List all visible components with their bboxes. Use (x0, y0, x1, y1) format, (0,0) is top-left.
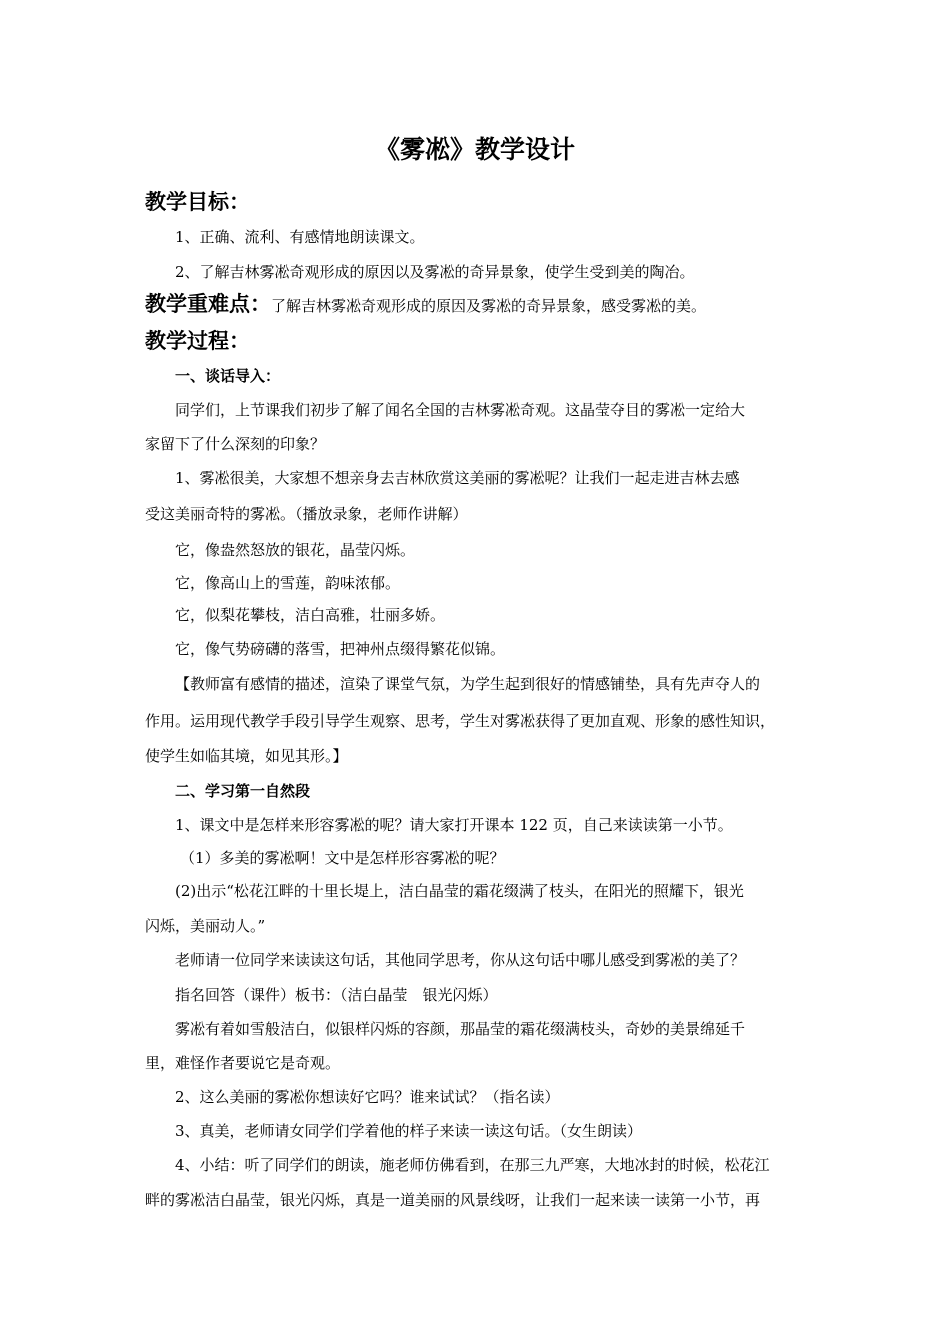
paragraph-line: 雾凇有着如雪般洁白，似银样闪烁的容颜，那晶莹的霜花缀满枝头，奇妙的美景绵延千 (175, 1020, 746, 1038)
paragraph-line: 3、真美，老师请女同学们学着他的样子来读一读这句话。（女生朗读） (175, 1122, 643, 1140)
verse-line: 它，像盎然怒放的银花，晶莹闪烁。 (175, 541, 416, 559)
paragraph-line: 1、课文中是怎样来形容雾凇的呢？请大家打开课本 122 页，自己来读读第一小节。 (175, 816, 733, 834)
paragraph-line: 2、这么美丽的雾凇你想读好它吗？谁来试试？（指名读） (175, 1088, 560, 1106)
paragraph-line: （1）多美的雾凇啊！文中是怎样形容雾凇的呢？ (180, 849, 505, 867)
paragraph-line: 1、雾凇很美，大家想不想亲身去吉林欣赏这美丽的雾凇呢？让我们一起走进吉林去感 (175, 469, 740, 487)
key-points-text: 了解吉林雾凇奇观形成的原因及雾凇的奇异景象，感受雾凇的美。 (271, 297, 707, 315)
paragraph-line: 老师请一位同学来读读这句话，其他同学思考，你从这句话中哪儿感受到雾凇的美了？ (175, 951, 746, 969)
paragraph-line: 里，难怪作者要说它是奇观。 (145, 1054, 341, 1072)
verse-line: 它，似梨花攀枝，洁白高雅，壮丽多娇。 (175, 606, 446, 624)
paragraph-line: 4、小结：听了同学们的朗读，施老师仿佛看到，在那三九严寒，大地冰封的时候，松花江 (175, 1156, 770, 1174)
comment-line: 使学生如临其境，如见其形。】 (145, 747, 348, 765)
paragraph-line: 家留下了什么深刻的印象？ (145, 435, 326, 453)
paragraph-line: 指名回答（课件）板书：（洁白晶莹 银光闪烁） (175, 986, 498, 1004)
objective-item: 2、了解吉林雾凇奇观形成的原因以及雾凇的奇异景象，使学生受到美的陶冶。 (175, 263, 695, 281)
paragraph-line: 受这美丽奇特的雾凇。（播放录象，老师作讲解） (145, 505, 468, 523)
section-title: 二、学习第一自然段 (175, 782, 311, 800)
paragraph-line: 同学们，上节课我们初步了解了闻名全国的吉林雾凇奇观。这晶莹夺目的雾凇一定给大 (175, 401, 746, 419)
paragraph-line: (2)出示“松花江畔的十里长堤上，洁白晶莹的霜花缀满了枝头，在阳光的照耀下，银光 (175, 882, 744, 900)
document-title: 《雾凇》教学设计 (374, 135, 575, 164)
objectives-heading: 教学目标： (145, 189, 250, 214)
paragraph-line: 闪烁，美丽动人。” (145, 917, 266, 935)
section-title: 一、谈话导入： (175, 367, 281, 385)
comment-line: 【教师富有感情的描述，渲染了课堂气氛，为学生起到很好的情感铺垫，具有先声夺人的 (175, 675, 761, 693)
paragraph-line: 畔的雾凇洁白晶莹，银光闪烁，真是一道美丽的风景线呀，让我们一起来读一读第一小节，再 (145, 1191, 761, 1209)
key-points-row (145, 289, 706, 321)
key-points-heading: 教学重难点： (145, 291, 271, 316)
verse-line: 它，像高山上的雪莲，韵味浓郁。 (175, 574, 401, 592)
objective-item: 1、正确、流利、有感情地朗读课文。 (175, 228, 425, 246)
process-heading: 教学过程： (145, 328, 250, 353)
verse-line: 它，像气势磅礴的落雪，把神州点缀得繁花似锦。 (175, 640, 506, 658)
comment-line: 作用。运用现代教学手段引导学生观察、思考，学生对雾凇获得了更加直观、形象的感性知识， (145, 712, 776, 730)
